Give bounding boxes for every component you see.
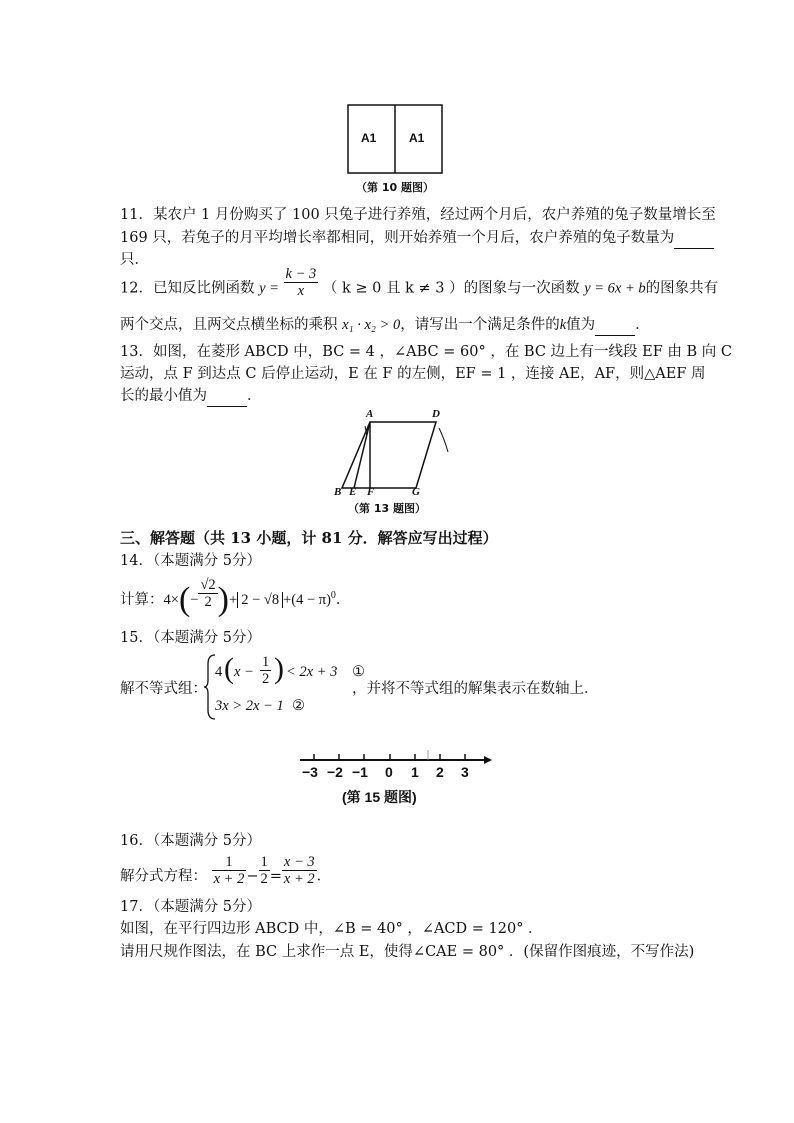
q16-f3-num: x − 3	[283, 854, 315, 870]
q17-head: 17．（本题满分 5分）	[120, 899, 262, 915]
q14-plus-1: +	[229, 591, 238, 608]
q16-f1-num: 1	[212, 854, 247, 871]
q16-eq: =	[269, 868, 282, 885]
figure-15	[296, 740, 496, 812]
axis-tick-label: 3	[461, 764, 469, 780]
q17-line1: 如图，在平行四边形 ABCD 中，∠B = 40° ，∠ACD = 120° ．	[120, 921, 543, 937]
q16-f2-den: 2	[260, 871, 268, 887]
q16-fraction-1	[212, 854, 247, 887]
q12-linear: y = 6x + b	[584, 280, 646, 297]
q12-line1	[120, 266, 719, 299]
q14-fraction	[198, 577, 217, 610]
q14-exponent: 0	[330, 590, 336, 601]
q14-prefix: 计算：	[120, 591, 164, 608]
axis-tick-label: 2	[436, 764, 444, 780]
figure-10-cell-left: A1	[361, 131, 377, 145]
q12-line2	[120, 315, 650, 336]
q17-line2: 请用尺规作图法，在 BC 上求作一点 E，使得∠CAE = 80° ．(保留作图痕迹，不写作法)	[120, 944, 695, 960]
q14-abs-content: 2 − √8	[241, 591, 280, 608]
q12-func-fraction	[284, 266, 319, 299]
q12-func-numerator: k − 3	[285, 266, 317, 282]
q15-ineq1-num: 1	[262, 654, 270, 670]
q14-expr-a: 4×	[163, 591, 179, 608]
q13-end: ．	[247, 388, 262, 404]
q14-abs	[237, 592, 283, 608]
q12-answer-blank	[595, 315, 635, 336]
q16-fraction-3	[282, 854, 317, 887]
q11-line3: 只．	[120, 252, 149, 268]
q15-ineq2: 3x > 2x − 1	[215, 698, 284, 714]
section-3-header: 三、解答题（共 13 小题，计 81 分．解答应写出过程）	[120, 529, 498, 547]
q16-prefix: 解分式方程：	[120, 868, 207, 885]
q12-line2a: 两个交点，且两交点横坐标的乘积	[120, 317, 338, 333]
q12-kvar: k	[559, 317, 567, 333]
q13-line2: 运动，点 F 到达点 C 后停止运动，E 在 F 的左侧，EF = 1 ，连接 AE，AF，则△AEF 周	[120, 366, 706, 382]
q16-f1-den: x + 2	[213, 871, 245, 887]
axis-tick-label: −3	[302, 764, 318, 780]
q14-minus: −	[190, 591, 199, 608]
q12-condition: （ k ≥ 0 且 k ≠ 3 ）	[322, 280, 464, 297]
figure-13	[330, 408, 460, 500]
q14-numerator: √2	[200, 577, 216, 594]
figure-13-label-d: D	[432, 408, 440, 420]
q14-left-paren: (	[178, 580, 191, 618]
q14-expression	[120, 577, 351, 618]
q14-power-base: (4 − π)	[291, 591, 331, 608]
q15-mark2: ②	[292, 698, 305, 714]
q15-ineq1-den: 2	[262, 671, 270, 687]
q13-answer-blank	[207, 386, 247, 407]
q11-line1: 11．某农户 1 月份购买了 100 只兔子进行养殖，经过两个月后，农户养殖的兔子数量增长至	[120, 207, 716, 223]
q15-ineq1-rparen: )	[274, 652, 284, 685]
q16-fraction-2	[259, 854, 270, 887]
figure-10-caption: （第 10 题图）	[356, 181, 434, 194]
figure-13-label-g: G	[412, 486, 420, 498]
q11-answer-blank	[674, 228, 714, 249]
q15-system	[120, 652, 680, 722]
axis-tick-label: −1	[352, 764, 368, 780]
figure-13-label-e: E	[349, 486, 357, 498]
q13-line3	[120, 386, 262, 407]
q13-line3-text: 长的最小值为	[120, 388, 207, 404]
q16-end: ．	[316, 868, 332, 885]
q14-plus-2: +	[283, 591, 292, 608]
q12-mid: 的图象与一次函数	[463, 280, 580, 297]
q15-suffix: ，并将不等式组的解集表示在数轴上．	[352, 681, 599, 697]
figure-13-label-f: F	[367, 486, 375, 498]
q16-equation	[120, 854, 332, 887]
q16-minus: −	[246, 868, 259, 885]
axis-tick-label: 0	[385, 764, 393, 780]
figure-13-label-b: B	[334, 486, 342, 498]
axis-tick-label: 1	[411, 764, 419, 780]
q12-func-lhs: y =	[259, 280, 279, 297]
figure-13-caption: （第 13 题图）	[348, 502, 426, 515]
q15-mark1: ①	[352, 664, 365, 680]
q12-suffix: 的图象共有	[645, 280, 719, 297]
q13-line1: 13．如图，在菱形 ABCD 中，BC = 4 ，∠ABC = 60° ，在 BC 边上有一线段 EF 由 B 向 C	[120, 344, 733, 360]
figure-13-label-a: A	[366, 408, 374, 420]
figure-10-cell-right: A1	[409, 131, 425, 145]
figure-10	[347, 104, 443, 174]
q14-head: 14．（本题满分 5分）	[120, 553, 262, 569]
q12-line2c: 值为	[566, 317, 596, 333]
q16-f2-num: 1	[260, 854, 268, 870]
q15-prefix: 解不等式组：	[120, 681, 207, 697]
q15-ineq1-fraction	[260, 654, 271, 687]
q14-end: ．	[335, 591, 351, 608]
q14-denominator: 2	[204, 594, 212, 611]
q15-ineq1-var: x −	[234, 664, 254, 680]
q15-ineq1-lparen: (	[224, 652, 234, 685]
q11-line2-text: 169 只，若兔子的月平均增长率都相同，则开始养殖一个月后，农户养殖的兔子数量为	[120, 230, 675, 246]
q16-f3-den: x + 2	[283, 871, 315, 887]
q12-product: x₁ · x₂ > 0	[342, 317, 401, 333]
figure-15-caption: (第 15 题图)	[342, 789, 417, 805]
q15-ineq1-coef: 4	[215, 664, 223, 680]
q11-line2	[120, 228, 714, 249]
q12-func-denominator: x	[297, 283, 305, 299]
q12-line2b: ，请写出一个满足条件的	[400, 317, 560, 333]
q12-end: ．	[635, 317, 650, 333]
q12-prefix: 12．已知反比例函数	[120, 280, 255, 297]
axis-tick-label: −2	[327, 764, 343, 780]
q15-ineq1-rhs: < 2x + 3	[286, 664, 338, 680]
q14-right-paren: )	[217, 580, 229, 618]
q16-head: 16．（本题满分 5分）	[120, 833, 262, 849]
q15-head: 15．（本题满分 5分）	[120, 630, 262, 646]
